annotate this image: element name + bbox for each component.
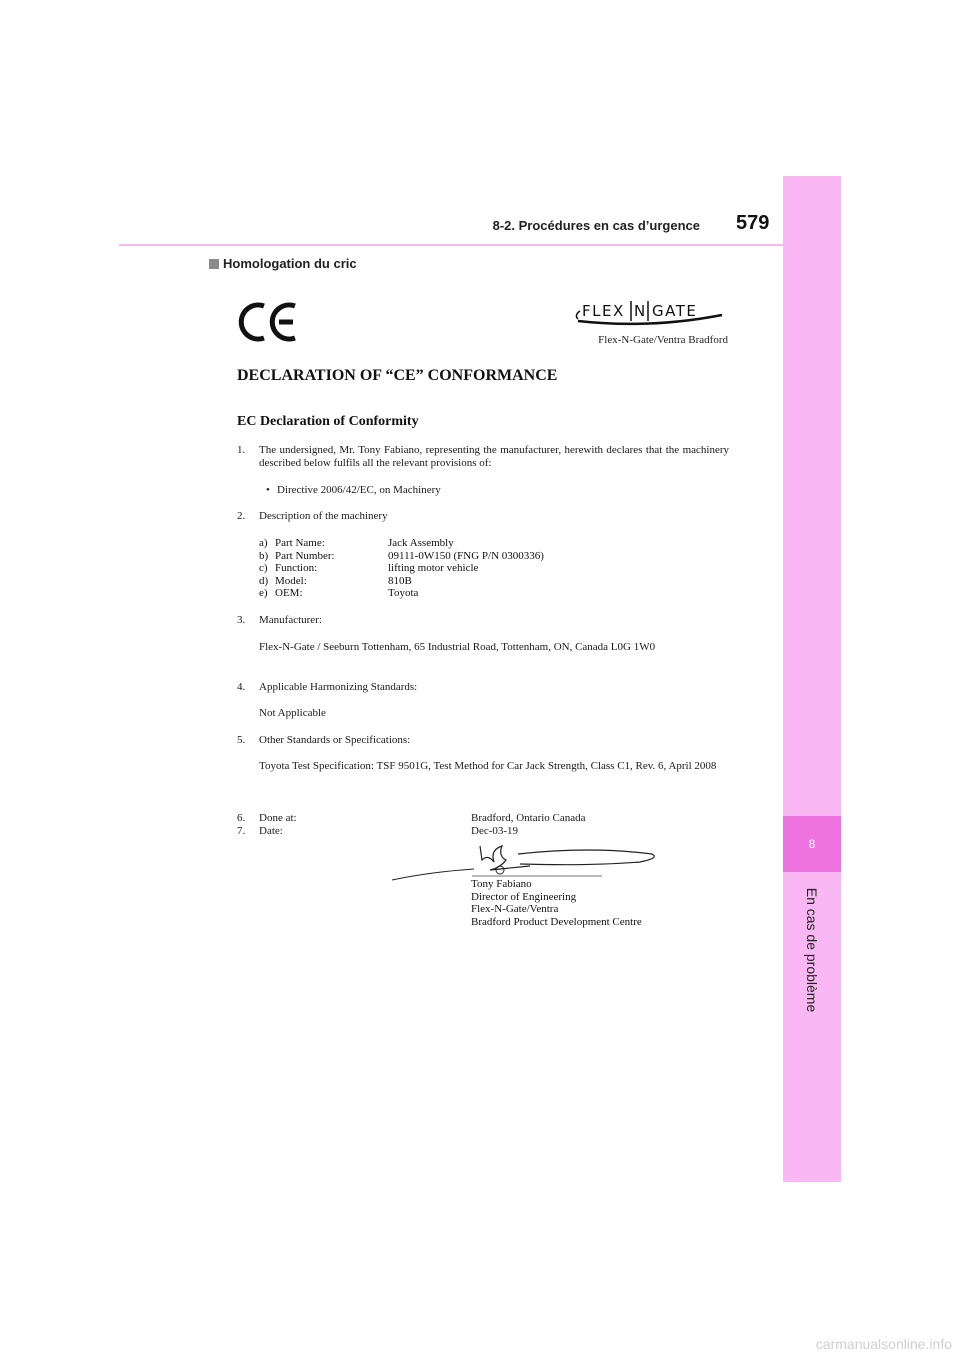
signatory-name: Tony Fabiano xyxy=(471,878,532,890)
svg-text:FLEX: FLEX xyxy=(582,302,625,320)
signatory-company: Flex-N-Gate/Ventra xyxy=(471,903,559,915)
document-title: DECLARATION OF “CE” CONFORMANCE xyxy=(237,367,558,384)
signatory-centre: Bradford Product Development Centre xyxy=(471,915,642,928)
ce-mark-logo xyxy=(237,300,301,344)
header-divider xyxy=(119,244,783,246)
page-number: 579 xyxy=(736,212,770,234)
table-row: a) Part Name: Jack Assembly xyxy=(259,537,454,549)
document-subtitle: EC Declaration of Conformity xyxy=(237,414,419,429)
svg-text:N: N xyxy=(634,302,646,320)
item-7-value: Dec-03-19 xyxy=(471,825,519,837)
signatory-block xyxy=(471,878,642,928)
table-row: d) Model: 810B xyxy=(259,574,412,587)
square-bullet-icon xyxy=(209,259,219,269)
svg-text:GATE: GATE xyxy=(652,302,698,320)
flex-n-gate-logo xyxy=(570,295,730,331)
item-1-text: The undersigned, Mr. Tony Fabiano, representing the manufacturer, herewith declares that the machinery described below fulfils all the relevant provisions of: xyxy=(259,444,729,469)
item-2-number: 2. xyxy=(237,510,246,522)
bullet-icon: • xyxy=(266,484,270,496)
item-3-text: Manufacturer: xyxy=(259,614,322,626)
item-2-text: Description of the machinery xyxy=(259,510,388,522)
signature-image xyxy=(390,842,670,882)
chapter-title: En cas de problème xyxy=(804,887,820,1013)
item-4-text: Applicable Harmonizing Standards: xyxy=(259,681,418,693)
manufacturer-address: Flex-N-Gate / Seeburn Tottenham, 65 Industrial Road, Tottenham, ON, Canada L0G 1W0 xyxy=(259,641,656,653)
table-row: c) Function: lifting motor vehicle xyxy=(259,562,479,574)
section-title-text: Homologation du cric xyxy=(223,256,357,271)
item-6-label: Done at: xyxy=(259,812,297,824)
chapter-number: 8 xyxy=(808,837,816,851)
section-title xyxy=(209,256,357,271)
item-3-number: 3. xyxy=(237,614,246,626)
watermark: carmanualsonline.info xyxy=(815,1336,952,1352)
item-4-detail: Not Applicable xyxy=(259,707,326,719)
chapter-number-box xyxy=(783,816,841,872)
header-section-title: 8-2. Procédures en cas d’urgence xyxy=(492,218,700,233)
chapter-side-tab xyxy=(783,176,841,1182)
item-5-number: 5. xyxy=(237,734,246,746)
item-4-number: 4. xyxy=(237,681,246,693)
parts-table xyxy=(259,537,544,600)
item-6-number: 6. xyxy=(237,812,246,824)
item-7-number: 7. xyxy=(237,825,246,837)
signatory-title: Director of Engineering xyxy=(471,890,577,903)
item-1-number: 1. xyxy=(237,444,246,456)
item-1-directive: Directive 2006/42/EC, on Machinery xyxy=(277,484,441,496)
item-6-value: Bradford, Ontario Canada xyxy=(471,812,586,824)
table-row: e) OEM: Toyota xyxy=(259,587,419,599)
item-5-text: Other Standards or Specifications: xyxy=(259,734,411,746)
table-row: b) Part Number: 09111-0W150 (FNG P/N 0300336) xyxy=(259,549,544,562)
item-5-detail: Toyota Test Specification: TSF 9501G, Test Method for Car Jack Strength, Class C1, Rev. 6, April 2008 xyxy=(259,760,717,772)
item-7-label: Date: xyxy=(259,825,283,837)
company-caption: Flex-N-Gate/Ventra Bradford xyxy=(598,334,728,346)
